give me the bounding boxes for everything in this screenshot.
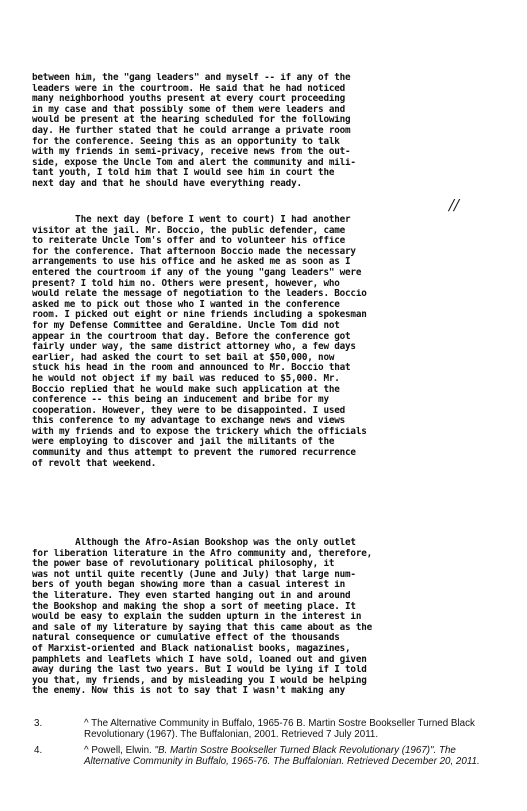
text-line: to reiterate Uncle Tom's offer and to volunteer his office	[32, 236, 346, 247]
text-line: next day and that he should have everything ready.	[32, 178, 302, 189]
text-line: asked me to pick out those who I wanted in the conference	[32, 299, 340, 310]
text-line: for my Defense Committee and Geraldine. Uncle Tom did not	[32, 320, 340, 331]
text-line: between him, the "gang leaders" and myself -- if any of the	[32, 73, 351, 83]
text-line: away during the last two years. But I would be lying if I told	[32, 665, 367, 676]
footnote-4	[34, 745, 494, 767]
text-line: leaders were in the courtroom. He said that he had noticed	[32, 83, 346, 94]
text-line: tant youth, I told him that I would see him in court the	[32, 168, 335, 179]
text-line: of revolt that weekend.	[32, 458, 157, 469]
text-line: natural consequence or cumulative effect of the thousands	[32, 633, 340, 644]
text-line: with my friends in semi-privacy, receive news from the out-	[32, 147, 351, 158]
footnote-author: ^ Powell, Elwin.	[84, 745, 155, 756]
footnote-text: ^ The Alternative Community in Buffalo, 1965-76 B. Martin Sostre Bookseller Turned Black Revolutionary (1967). The Buffalonian, 2001. Retrieved 7 July 2011.	[84, 718, 475, 740]
text-line: fairly under way, the same district attorney who, a few days	[32, 342, 356, 353]
text-line: earlier, had asked the court to set bail at $50,000, now	[32, 352, 335, 363]
text-line: The next day (before I went to court) I had another	[32, 215, 351, 225]
handwritten-mark: //	[449, 196, 460, 214]
paragraph-3	[32, 538, 494, 697]
text-line: cooperation. However, they were to be disappointed. I used	[32, 405, 346, 416]
text-line: would relate the message of negotiation to the leaders. Boccio	[32, 289, 367, 300]
text-line: and sale of my literature by saying that this came about as the	[32, 622, 373, 633]
text-line: the literature. They even started hanging out in and around	[32, 590, 351, 601]
paragraph-2	[32, 215, 494, 469]
footnote-citation: "B. Martin Sostre Bookseller Turned Black Revolutionary (1967)". The Alternative Community in Buffalo, 1965-76. The Buffalonian. Retrieved December 20, 2011.	[84, 745, 480, 767]
text-line: arrangements to use his office and he asked me as soon as I	[32, 257, 351, 268]
text-line: appear in the courtroom that day. Before the conference got	[32, 331, 351, 342]
text-line: the Bookshop and making the shop a sort of meeting place. It	[32, 601, 356, 612]
text-line: community and thus attempt to prevent the rumored recurrence	[32, 448, 356, 459]
text-line: was not until quite recently (June and July) that large num-	[32, 569, 356, 580]
text-line: Boccio replied that he would make such application at the	[32, 384, 340, 395]
text-line: bers of youth began showing more than a casual interest in	[32, 580, 346, 591]
text-line: day. He further stated that he could arrange a private room	[32, 125, 351, 136]
text-line: were employing to discover and jail the militants of the	[32, 437, 335, 448]
text-line: stuck his head in the room and announced to Mr. Boccio that	[32, 363, 351, 374]
text-line: with my friends and to expose the trickery which the officials	[32, 426, 367, 437]
footnote-3	[34, 718, 494, 740]
footnote-text	[68, 745, 494, 767]
text-line: entered the courtroom if any of the young "gang leaders" were	[32, 267, 362, 278]
paragraph-1	[32, 73, 494, 190]
text-line: Although the Afro-Asian Bookshop was the only outlet	[32, 538, 356, 548]
text-line: the enemy. Now this is not to say that I wasn't making any	[32, 686, 346, 697]
text-line: for the conference. Seeing this as an opportunity to talk	[32, 136, 340, 147]
text-line: would be easy to explain the sudden upturn in the interest in	[32, 612, 362, 623]
text-line: this conference to my advantage to exchange news and views	[32, 416, 346, 427]
text-line: pamphlets and leaflets which I have sold, loaned out and given	[32, 654, 367, 665]
footnotes	[34, 718, 494, 772]
text-line: room. I picked out eight or nine friends including a spokesman	[32, 310, 367, 321]
text-line: side, expose the Uncle Tom and alert the community and mili-	[32, 157, 356, 168]
text-line: he would not object if my bail was reduced to $5,000. Mr.	[32, 373, 340, 384]
footnote-number: 3.	[34, 718, 43, 729]
text-line: present? I told him no. Others were present, however, who	[32, 278, 340, 289]
footnote-number: 4.	[34, 745, 43, 756]
text-line: visitor at the jail. Mr. Boccio, the public defender, came	[32, 225, 346, 236]
text-line: you that, my friends, and by misleading you I would be helping	[32, 675, 367, 686]
text-line: conference -- this being an inducement and bribe for my	[32, 395, 329, 406]
text-line: many neighborhood youths present at every court proceeding	[32, 94, 346, 105]
text-line: in my case and that possibly some of them were leaders and	[32, 104, 346, 115]
text-line: of Marxist-oriented and Black nationalist books, magazines,	[32, 643, 351, 654]
text-line: for the conference. That afternoon Boccio made the necessary	[32, 246, 356, 257]
text-line: for liberation literature in the Afro community and, therefore,	[32, 548, 373, 559]
text-line: would be present at the hearing scheduled for the following	[32, 115, 351, 126]
text-line: the power base of revolutionary political philosophy, it	[32, 559, 335, 570]
